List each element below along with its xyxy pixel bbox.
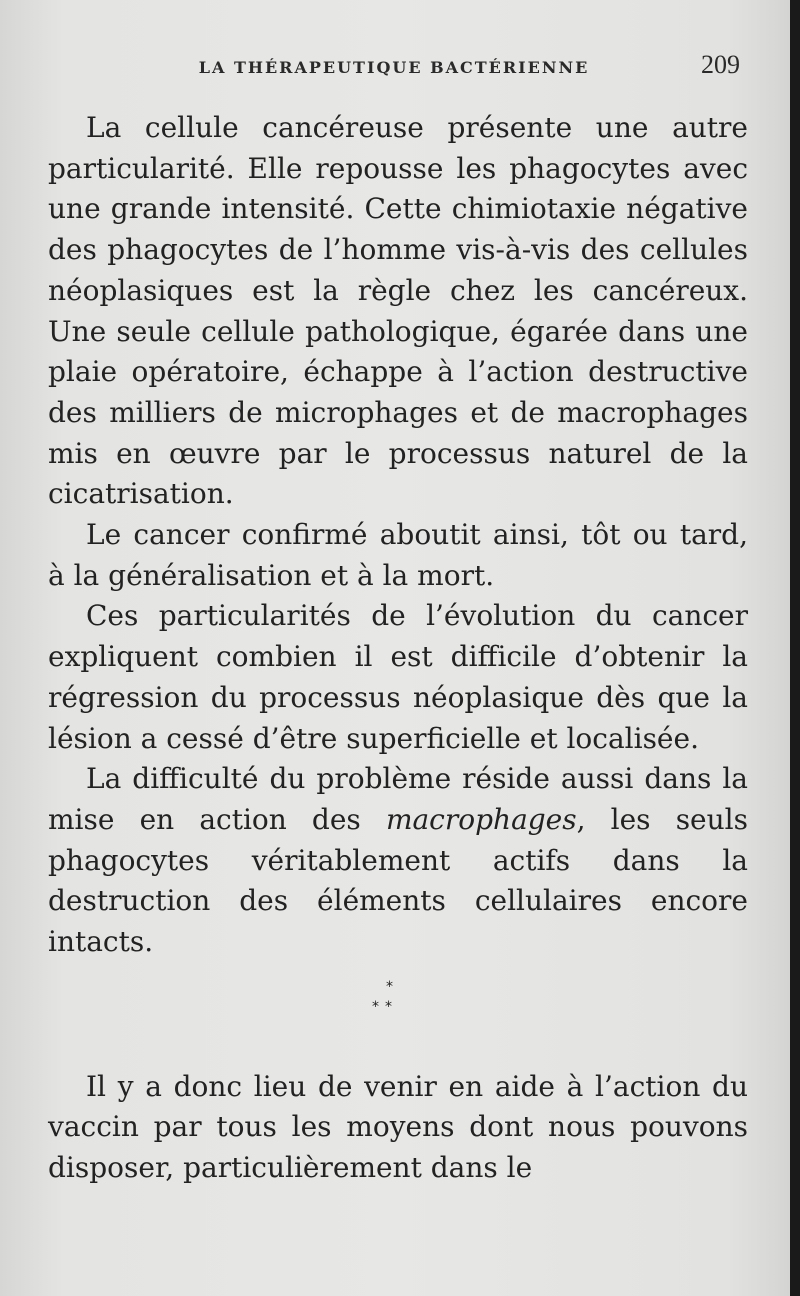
- paragraph-5: Il y a donc lieu de venir en aide à l’action du vaccin par tous les moyens dont nous pouvons disposer, particulièrement dans le: [48, 1069, 748, 1185]
- paragraph-3: Ces particularités de l’évolution du cancer expliquent combien il est difficile d’obtenir la régression du processus néoplasique dès que la lésion a cessé d’être superficielle et localisée.: [48, 599, 748, 755]
- paragraph-2: Le cancer confirmé aboutit ainsi, tôt ou tard, à la généralisation et à la mort.: [48, 518, 748, 592]
- running-title: LA THÉRAPEUTIQUE BACTÉRIENNE: [198, 58, 590, 77]
- body-text: [48, 108, 748, 1189]
- paragraph-1: La cellule cancéreuse présente une autre particularité. Elle repousse les phagocytes avec une grande intensité. Cette chimiotaxie négative des phagocytes de l’homme vis-à-vis des cellules néoplasiques est la règle chez les cancéreux. Une seule cellule pathologique, égarée dans une plaie opératoire, échappe à l’action destructive des milliers de microphages et de macrophages mis en œuvre par le processus naturel de la cicatrisation.: [48, 111, 748, 511]
- asterism: [48, 969, 748, 1051]
- asterism-bottom-stars: **: [372, 998, 398, 1015]
- emphasis-macrophages: macrophages: [385, 802, 577, 836]
- paragraph-4-start: La difficulté du problème réside aussi dans la mise en action des: [48, 762, 748, 836]
- paragraph-4: [48, 759, 748, 963]
- page-number: 209: [701, 50, 740, 79]
- asterism-top-star: *: [386, 978, 393, 995]
- running-head: [48, 50, 740, 86]
- paragraph-4-end: , les seuls phagocytes véritablement actifs dans la destruction des éléments cellulaires encore intacts.: [48, 802, 748, 959]
